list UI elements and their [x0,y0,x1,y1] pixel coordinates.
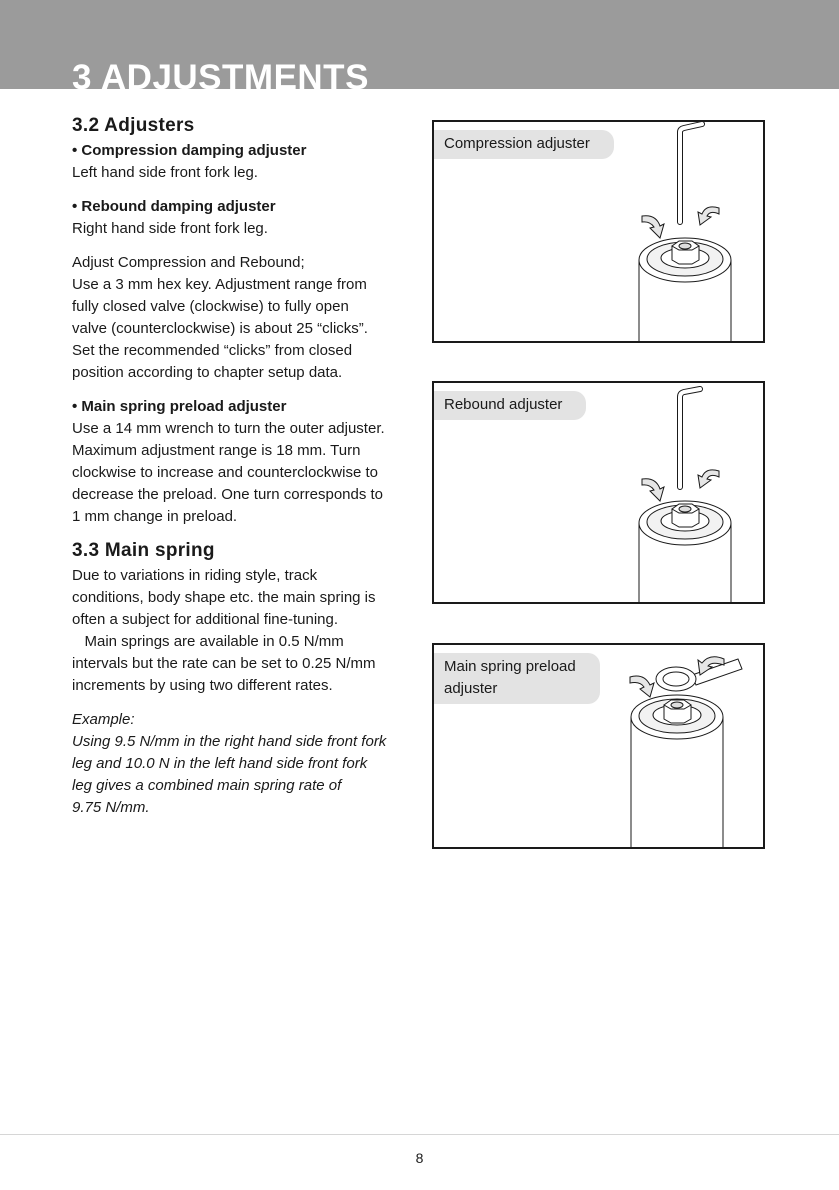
example-line: Using 9.5 N/mm in the right hand side front fork [72,733,387,750]
preload-adjuster-figure [432,643,765,849]
section-main-spring-heading: 3.3 Main spring [72,540,215,561]
rebound-adjuster-label: Rebound adjuster [434,391,586,420]
adjust-line: Use a 3 mm hex key. Adjustment range from [72,276,367,293]
adjust-line: fully closed valve (clockwise) to fully open [72,298,349,315]
preload-line: Maximum adjustment range is 18 mm. Turn [72,442,361,459]
footer-divider [0,1134,839,1135]
rebound-adjuster-figure [432,381,765,604]
example-line: 9.75 N/mm. [72,799,150,816]
main-spring-line: often a subject for additional fine-tuning. [72,611,339,628]
compression-adjuster-title: • Compression damping adjuster [72,142,307,159]
adjust-line: Adjust Compression and Rebound; [72,254,305,271]
example-line: leg gives a combined main spring rate of [72,777,342,794]
main-spring-line: intervals but the rate can be set to 0.25 N/mm [72,655,376,672]
rebound-adjuster-title: • Rebound damping adjuster [72,198,276,215]
page-number: 8 [415,1150,424,1166]
preload-line: 1 mm change in preload. [72,508,238,525]
section-adjusters-heading: 3.2 Adjusters [72,115,195,136]
example-line: Example: [72,711,135,728]
main-spring-line: Main springs are available in 0.5 N/mm [72,633,344,650]
preload-line: clockwise to increase and counterclockwise to [72,464,378,481]
preload-line: Use a 14 mm wrench to turn the outer adjuster. [72,420,385,437]
preload-adjuster-label-line1: Main spring preload [444,658,576,675]
rebound-adjuster-text: Right hand side front fork leg. [72,220,268,237]
compression-adjuster-figure [432,120,765,343]
compression-adjuster-text: Left hand side front fork leg. [72,164,258,181]
example-line: leg and 10.0 N in the left hand side front fork [72,755,368,772]
compression-adjuster-label: Compression adjuster [434,130,614,159]
main-spring-line: increments by using two different rates. [72,677,333,694]
adjust-line: valve (counterclockwise) is about 25 “clicks”. [72,320,368,337]
adjust-line: Set the recommended “clicks” from closed [72,342,353,359]
main-spring-line: conditions, body shape etc. the main spring is [72,589,376,606]
preload-adjuster-label [434,653,600,704]
main-spring-line: Due to variations in riding style, track [72,567,318,584]
preload-line: decrease the preload. One turn corresponds to [72,486,384,503]
preload-adjuster-label-line2: adjuster [444,680,498,697]
chapter-header [0,0,839,89]
preload-adjuster-title: • Main spring preload adjuster [72,398,287,415]
chapter-title: 3 ADJUSTMENTS [72,58,369,89]
adjust-line: position according to chapter setup data. [72,364,343,381]
